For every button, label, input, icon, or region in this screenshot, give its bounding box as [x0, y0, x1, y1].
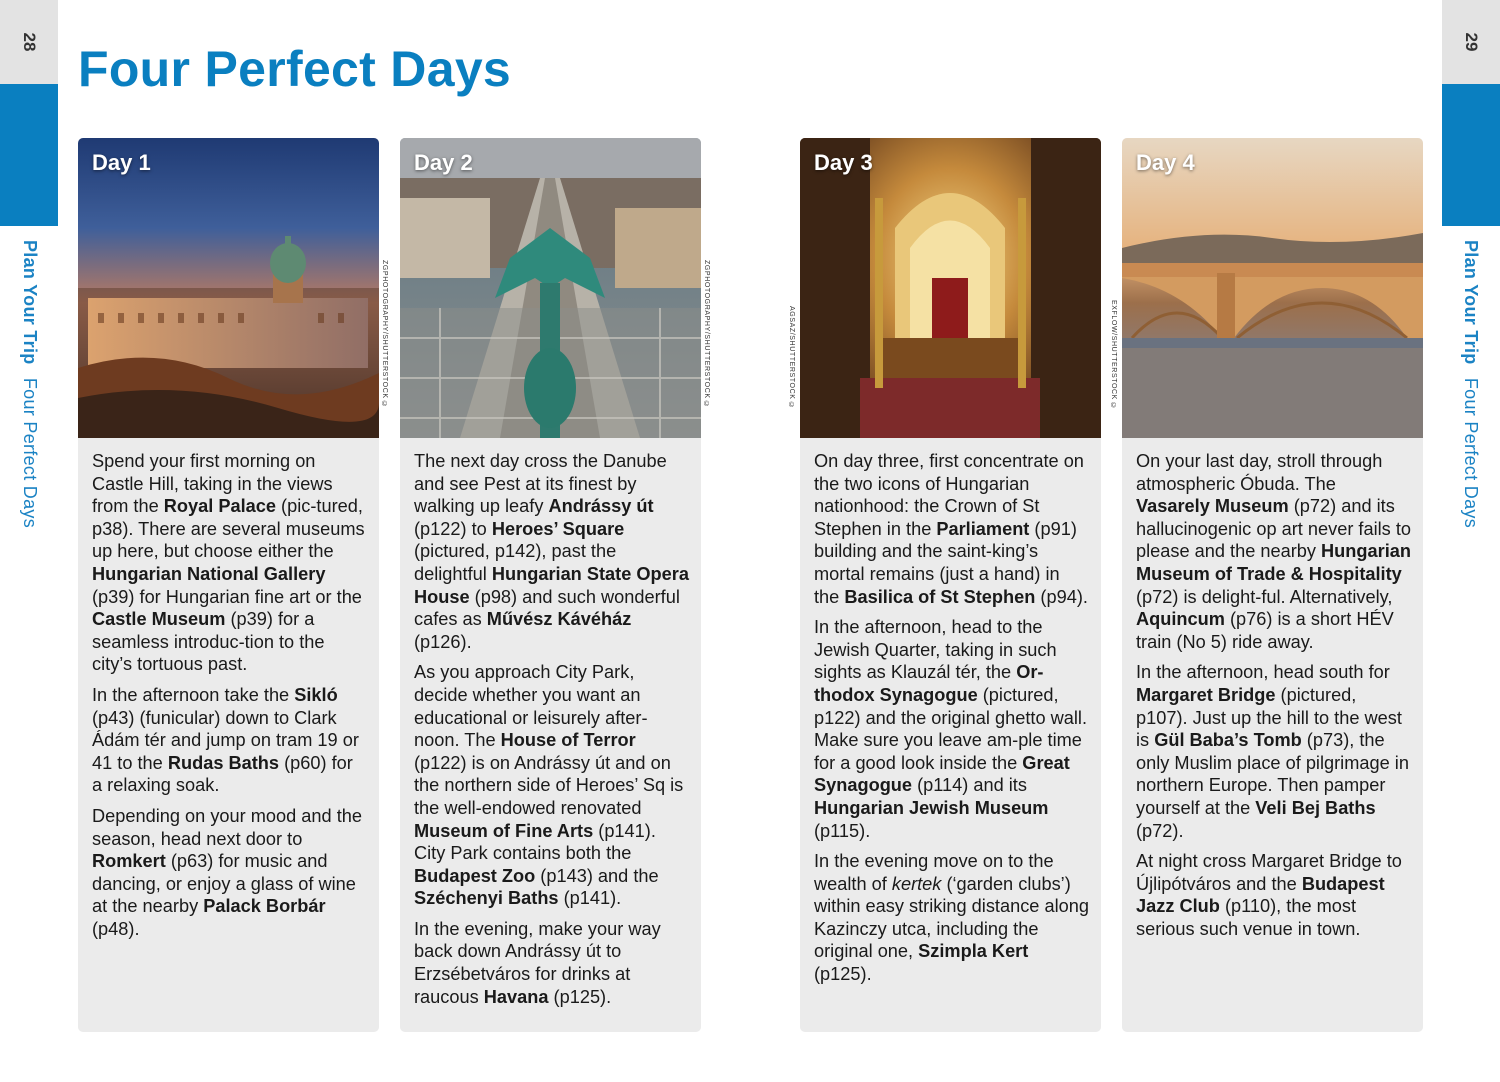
page-number-box [1442, 0, 1500, 84]
page-number-box [0, 0, 58, 84]
day-label: Day 2 [414, 150, 473, 175]
paragraph: Depending on your mood and the season, head next door to Romkert (p63) for music and dancing, or enjoy a glass of wine at the nearby Palack Borbár (p48). [92, 805, 362, 939]
paragraph: The next day cross the Danube and see Pest at its finest by walking up leafy Andrássy út (p122) to Heroes’ Square (pictured, p142), past the delightful Hungarian State Opera House (p98) and such wonderful cafes as Művész Kávéház (p126). [414, 451, 689, 652]
photo-orthodox-synagogue [800, 138, 1101, 438]
page-number: 28 [20, 32, 39, 52]
day-card-2 [400, 138, 701, 1032]
day-card-4 [1122, 138, 1423, 1032]
paragraph: On your last day, stroll through atmospheric Óbuda. The Vasarely Museum (p72) and its hallucinogenic op art never fails to please and the nearby Hungarian Museum of Trade & Hospitality (p72) is delight-ful. Alternatively, Aquincum (p76) is a short HÉV train (No 5) ride away. [1136, 451, 1411, 652]
paragraph: As you approach City Park, decide whether you want an educational or leisurely after-noon. The House of Terror (p122) is on Andrássy út and on the northern side of Heroes’ Sq is the well-endowed renovated Museum of Fine Arts (p141). City Park contains both the Budapest Zoo (p143) and the Széchenyi Baths (p141). [414, 662, 684, 909]
day-label: Day 1 [92, 150, 151, 175]
page-title: Four Perfect Days [78, 41, 512, 97]
page-number: 29 [1462, 32, 1481, 52]
day-label: Day 4 [1136, 150, 1195, 175]
paragraph: On day three, first concentrate on the two icons of Hungarian nationhood: the Crown of St Stephen in the Parliament (p91) building and the saint-king’s mortal remains (just a hand) in the Basilica of St Stephen (p94). [814, 451, 1088, 607]
paragraph: In the evening move on to the wealth of kertek (‘garden clubs’) within easy striking distance along Kazinczy utca, including the original one, Szimpla Kert (p125). [814, 851, 1089, 985]
running-header-subsection: Four Perfect Days [1461, 377, 1481, 529]
photo-credit: ZGPHOTOGRAPHY/SHUTTERSTOCK © [381, 260, 388, 409]
photo-credit: AGSAZ/SHUTTERSTOCK © [788, 306, 795, 410]
day-text [1122, 438, 1423, 940]
day-text [800, 438, 1101, 986]
left-margin-tab [0, 0, 58, 1082]
day-label: Day 3 [814, 150, 873, 175]
running-header [19, 240, 40, 528]
paragraph: Spend your first morning on Castle Hill, taking in the views from the Royal Palace (pic-tured, p38). There are several museums up here, but choose either the Hungarian National Gallery (p39) for Hungarian fine art or the Castle Museum (p39) for a seamless introduc-tion to the city’s tortuous past. [92, 451, 365, 675]
day-card-3 [800, 138, 1101, 1032]
running-header-section: Plan Your Trip [20, 240, 40, 365]
photo-credit: EXFLOW/SHUTTERSTOCK © [1110, 300, 1117, 411]
photo-royal-palace [78, 138, 379, 438]
section-color-tab [1442, 84, 1500, 226]
running-header-subsection: Four Perfect Days [20, 377, 40, 529]
paragraph: In the afternoon, head to the Jewish Quarter, taking in such sights as Klauzál tér, the Or-thodox Synagogue (pictured, p122) and the original ghetto wall. Make sure you leave am-ple time for a good look inside the Great Synagogue (p114) and its Hungarian Jewish Museum (p115). [814, 617, 1087, 841]
running-header [1460, 240, 1481, 528]
day-text [400, 438, 701, 1008]
photo-margaret-bridge [1122, 138, 1423, 438]
section-color-tab [0, 84, 58, 226]
paragraph: At night cross Margaret Bridge to Újlipótváros and the Budapest Jazz Club (p110), the most serious such venue in town. [1136, 851, 1402, 939]
photo-credit: ZGPHOTOGRAPHY/SHUTTERSTOCK © [703, 260, 710, 409]
right-margin-tab [1442, 0, 1500, 1082]
day-text [78, 438, 379, 940]
paragraph: In the afternoon, head south for Margaret Bridge (pictured, p107). Just up the hill to the west is Gül Baba’s Tomb (p73), the only Muslim place of pilgrimage in northern Europe. Then pamper yourself at the Veli Bej Baths (p72). [1136, 662, 1409, 841]
running-header-section: Plan Your Trip [1461, 240, 1481, 365]
photo-heroes-square [400, 138, 701, 438]
paragraph: In the evening, make your way back down Andrássy út to Erzsébetváros for drinks at raucous Havana (p125). [414, 918, 661, 1007]
paragraph: In the afternoon take the Sikló (p43) (funicular) down to Clark Ádám tér and jump on tram 19 or 41 to the Rudas Baths (p60) for a relaxing soak. [92, 684, 359, 796]
day-card-1 [78, 138, 379, 1032]
